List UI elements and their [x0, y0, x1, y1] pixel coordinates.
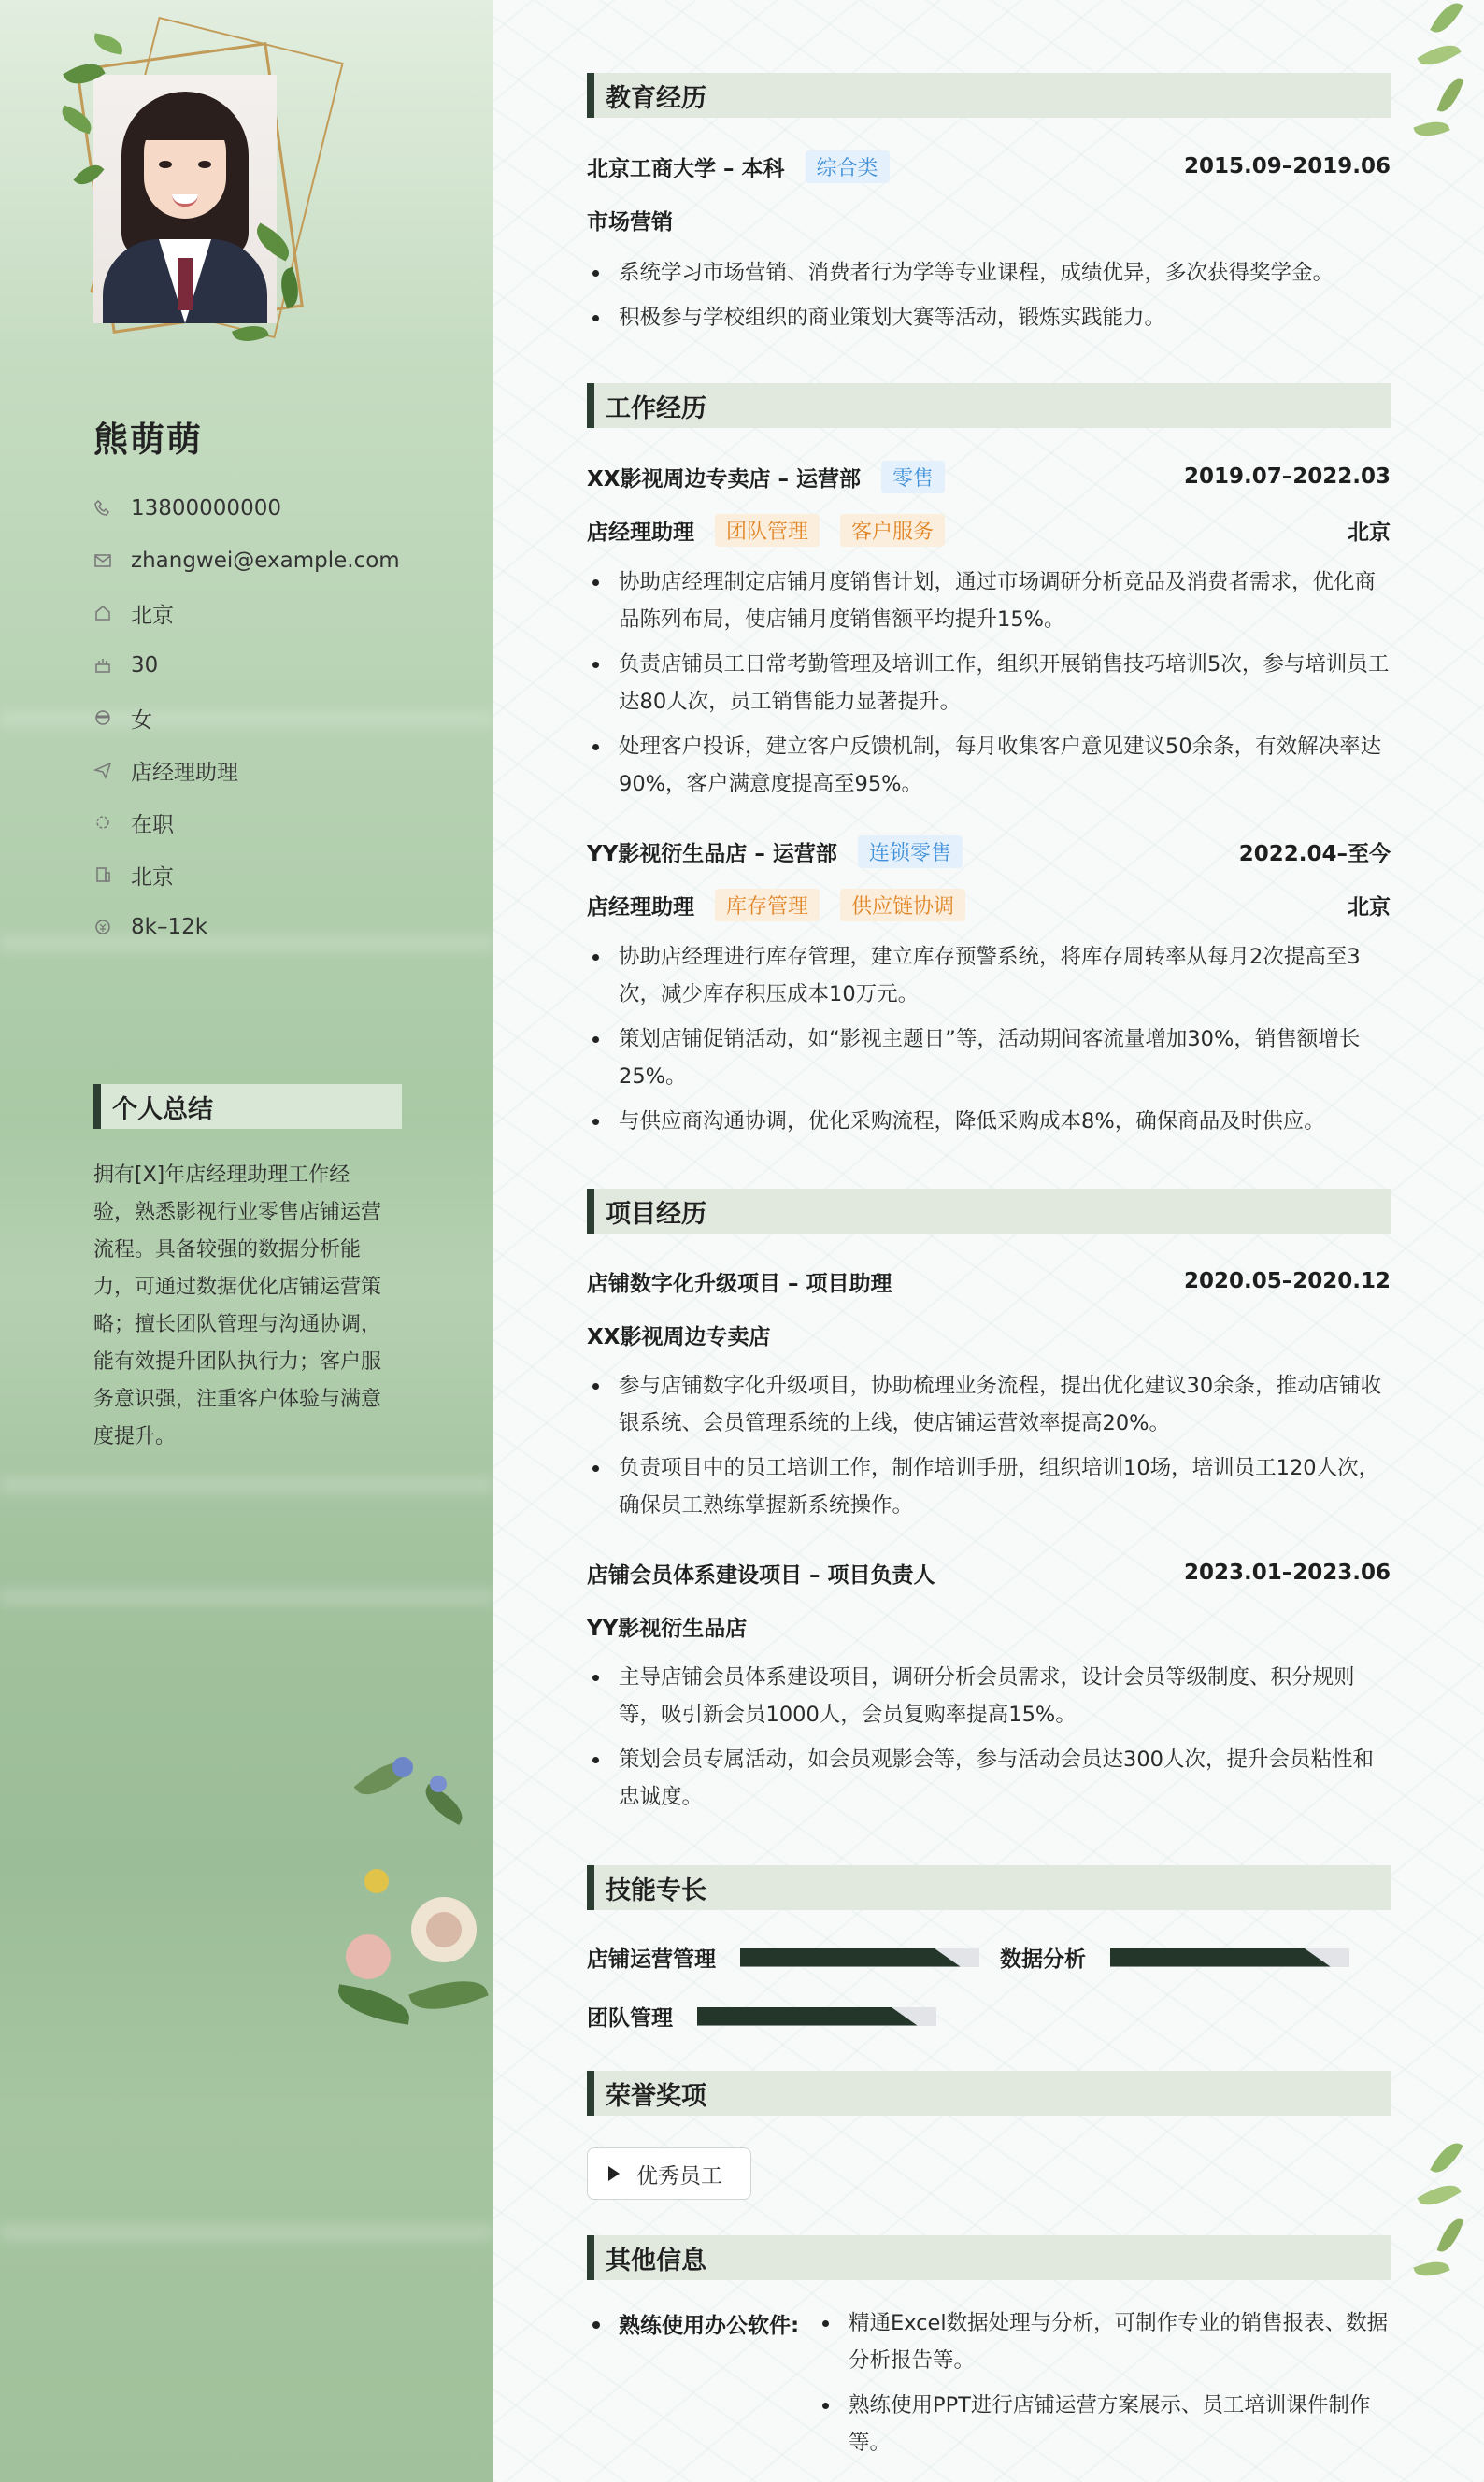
main-content	[493, 0, 1484, 2482]
gender-icon	[93, 708, 112, 727]
background-streak	[0, 2224, 493, 2241]
info-row-age	[93, 639, 400, 692]
building-icon	[93, 865, 112, 884]
salary-text: 8k–12k	[131, 915, 208, 939]
major-name: 市场营销	[587, 209, 673, 235]
skill-item	[1000, 1942, 1349, 1973]
job-city: 北京	[1348, 894, 1391, 920]
school-name: 北京工商大学 – 本科	[587, 156, 785, 181]
project-org: YY影视衍生品店	[587, 1616, 748, 1641]
list-item: 协助店经理制定店铺月度销售计划，通过市场调研分析竞品及消费者需求，优化商品陈列布局，使店铺月度销售额平均提升15%。	[587, 563, 1391, 638]
project-name: 店铺会员体系建设项目 – 项目负责人	[587, 1562, 935, 1588]
skill-label: 团队管理	[587, 2006, 673, 2031]
leaf-decoration	[93, 33, 125, 54]
list-item: 负责项目中的员工培训工作，制作培训手册，组织培训10场，培训员工120人次，确保员工熟练掌握新系统操作。	[587, 1449, 1391, 1524]
play-triangle-icon	[608, 2166, 620, 2181]
info-row-email	[93, 535, 400, 587]
summary-title: 个人总结	[112, 1094, 213, 1124]
list-item: 积极参与学校组织的商业策划大赛等活动，锻炼实践能力。	[587, 299, 1391, 336]
background-streak	[0, 1476, 493, 1493]
work-title: 工作经历	[606, 393, 706, 423]
skill-label: 店铺运营管理	[587, 1947, 716, 1972]
phone-text: 13800000000	[131, 496, 281, 521]
summary-heading	[93, 1084, 402, 1129]
company-name: XX影视周边专卖店 – 运营部	[587, 466, 861, 492]
honors-heading	[587, 2071, 1391, 2116]
phone-icon	[93, 499, 112, 518]
education-header-row	[587, 148, 1391, 185]
education-date: 2015.09–2019.06	[1183, 154, 1391, 178]
other-bullets	[817, 2304, 1394, 2469]
list-item: 主导店铺会员体系建设项目，调研分析会员需求，设计会员等级制度、积分规则等，吸引新会员1000人，会员复购率提高15%。	[587, 1659, 1391, 1733]
education-title: 教育经历	[606, 83, 706, 113]
skill-tag: 客户服务	[840, 514, 945, 547]
list-item: 负责店铺员工日常考勤管理及培训工作，组织开展销售技巧培训5次，参与培训员工达80人次，员工销售能力显著提升。	[587, 646, 1391, 720]
info-row-phone	[93, 482, 400, 535]
list-item: 策划店铺促销活动，如“影视主题日”等，活动期间客流量增加30%，销售额增长25%。	[587, 1020, 1391, 1095]
age-text: 30	[131, 653, 159, 678]
skill-bar-fill	[740, 1948, 961, 1967]
project-org: XX影视周边专卖店	[587, 1324, 771, 1349]
projects-title: 项目经历	[606, 1199, 706, 1229]
job-date: 2019.07–2022.03	[1183, 464, 1391, 489]
project-header-row	[587, 1262, 1391, 1300]
skills-heading	[587, 1865, 1391, 1910]
info-row-status	[93, 796, 400, 849]
profile-photo-frame	[56, 26, 327, 372]
projects-heading	[587, 1189, 1391, 1234]
contact-info-list	[93, 482, 400, 953]
industry-tag: 零售	[881, 461, 945, 493]
other-title: 其他信息	[606, 2246, 706, 2275]
skill-item	[587, 1942, 979, 1973]
job-header-row	[587, 458, 1391, 495]
job-role: 店经理助理	[587, 894, 694, 920]
list-item: 系统学习市场营销、消费者行为学等专业课程，成绩优异，多次获得奖学金。	[587, 254, 1391, 292]
profile-name: 熊萌萌	[93, 420, 203, 460]
summary-text: 拥有[X]年店经理助理工作经验，熟悉影视行业零售店铺运营流程。具备较强的数据分析能力，可通过数据优化店铺运营策略；擅长团队管理与沟通协调，能有效提升团队执行力；客户服务意识强，注重客户体验与满意度提升。	[93, 1163, 382, 1448]
project-bullets	[587, 1659, 1391, 1823]
send-icon	[93, 761, 112, 779]
job-date: 2022.04–至今	[1238, 841, 1391, 866]
list-item: 策划会员专属活动，如会员观影会等，参与活动会员达300人次，提升会员粘性和忠诚度。	[587, 1741, 1391, 1816]
job-role: 店经理助理	[587, 520, 694, 545]
status-icon	[93, 813, 112, 832]
list-item: 参与店铺数字化升级项目，协助梳理业务流程，提出优化建议30余条，推动店铺收银系统、会员管理系统的上线，使店铺运营效率提高20%。	[587, 1367, 1391, 1442]
project-name: 店铺数字化升级项目 – 项目助理	[587, 1271, 892, 1296]
position-text: 店经理助理	[131, 760, 238, 785]
gender-text: 女	[131, 707, 152, 733]
city-text: 北京	[131, 864, 174, 890]
salary-icon	[93, 918, 112, 936]
info-row-gender	[93, 692, 400, 744]
job-header-row	[587, 833, 1391, 870]
sidebar	[0, 0, 493, 2482]
job-role-row	[587, 886, 1391, 923]
skill-bar-fill	[1110, 1948, 1331, 1967]
email-icon	[93, 551, 112, 570]
school-type-tag: 综合类	[806, 150, 890, 183]
project-org-row	[587, 1607, 1391, 1645]
list-item: 精通Excel数据处理与分析，可制作专业的销售报表、数据分析报告等。	[817, 2304, 1394, 2379]
skills-title: 技能专长	[606, 1876, 706, 1905]
other-key: 熟练使用办公软件:	[587, 2308, 799, 2339]
skill-tag: 供应链协调	[840, 889, 965, 921]
education-bullets	[587, 254, 1391, 344]
job-bullets	[587, 938, 1391, 1148]
other-heading	[587, 2235, 1391, 2280]
education-heading	[587, 73, 1391, 118]
project-date: 2023.01–2023.06	[1183, 1561, 1391, 1585]
leaf-decoration	[1409, 0, 1475, 168]
skill-tag: 库存管理	[715, 889, 820, 921]
info-row-salary	[93, 901, 400, 953]
skill-bar-fill	[697, 2007, 918, 2026]
home-icon	[93, 604, 112, 622]
flower-decoration	[336, 1738, 493, 2037]
list-item: 处理客户投诉，建立客户反馈机制，每月收集客户意见建议50余条，有效解决率达90%，客户满意度提高至95%。	[587, 728, 1391, 803]
list-item: 协助店经理进行库存管理，建立库存预警系统，将库存周转率从每月2次提高至3次，减少库存积压成本10万元。	[587, 938, 1391, 1013]
status-text: 在职	[131, 812, 174, 837]
company-name: YY影视衍生品店 – 运营部	[587, 841, 837, 866]
info-row-position	[93, 744, 400, 796]
info-row-city	[93, 849, 400, 901]
list-item: 与供应商沟通协调，优化采购流程，降低采购成本8%，确保商品及时供应。	[587, 1103, 1391, 1140]
cake-icon	[93, 656, 112, 675]
industry-tag: 连锁零售	[858, 835, 963, 868]
work-heading	[587, 383, 1391, 428]
major-row	[587, 201, 1391, 238]
job-bullets	[587, 563, 1391, 810]
list-item: 熟练使用PPT进行店铺运营方案展示、员工培训课件制作等。	[817, 2387, 1394, 2461]
honor-item[interactable]	[587, 2147, 751, 2200]
location-text: 北京	[131, 603, 174, 628]
avatar	[93, 75, 277, 323]
leaf-decoration	[1409, 2140, 1475, 2308]
skill-tag: 团队管理	[715, 514, 820, 547]
skill-item	[587, 2001, 936, 2032]
skill-bar	[1110, 1948, 1349, 1967]
project-org-row	[587, 1316, 1391, 1353]
honor-label: 优秀员工	[636, 2163, 722, 2189]
background-streak	[0, 1589, 493, 1605]
skill-label: 数据分析	[1000, 1947, 1086, 1972]
project-bullets	[587, 1367, 1391, 1532]
project-header-row	[587, 1554, 1391, 1591]
skill-bar	[697, 2007, 936, 2026]
info-row-location	[93, 587, 400, 639]
email-text: zhangwei@example.com	[131, 549, 400, 573]
project-date: 2020.05–2020.12	[1183, 1269, 1391, 1293]
job-role-row	[587, 511, 1391, 549]
skill-bar	[740, 1948, 979, 1967]
honors-title: 荣誉奖项	[606, 2081, 706, 2111]
job-city: 北京	[1348, 520, 1391, 545]
